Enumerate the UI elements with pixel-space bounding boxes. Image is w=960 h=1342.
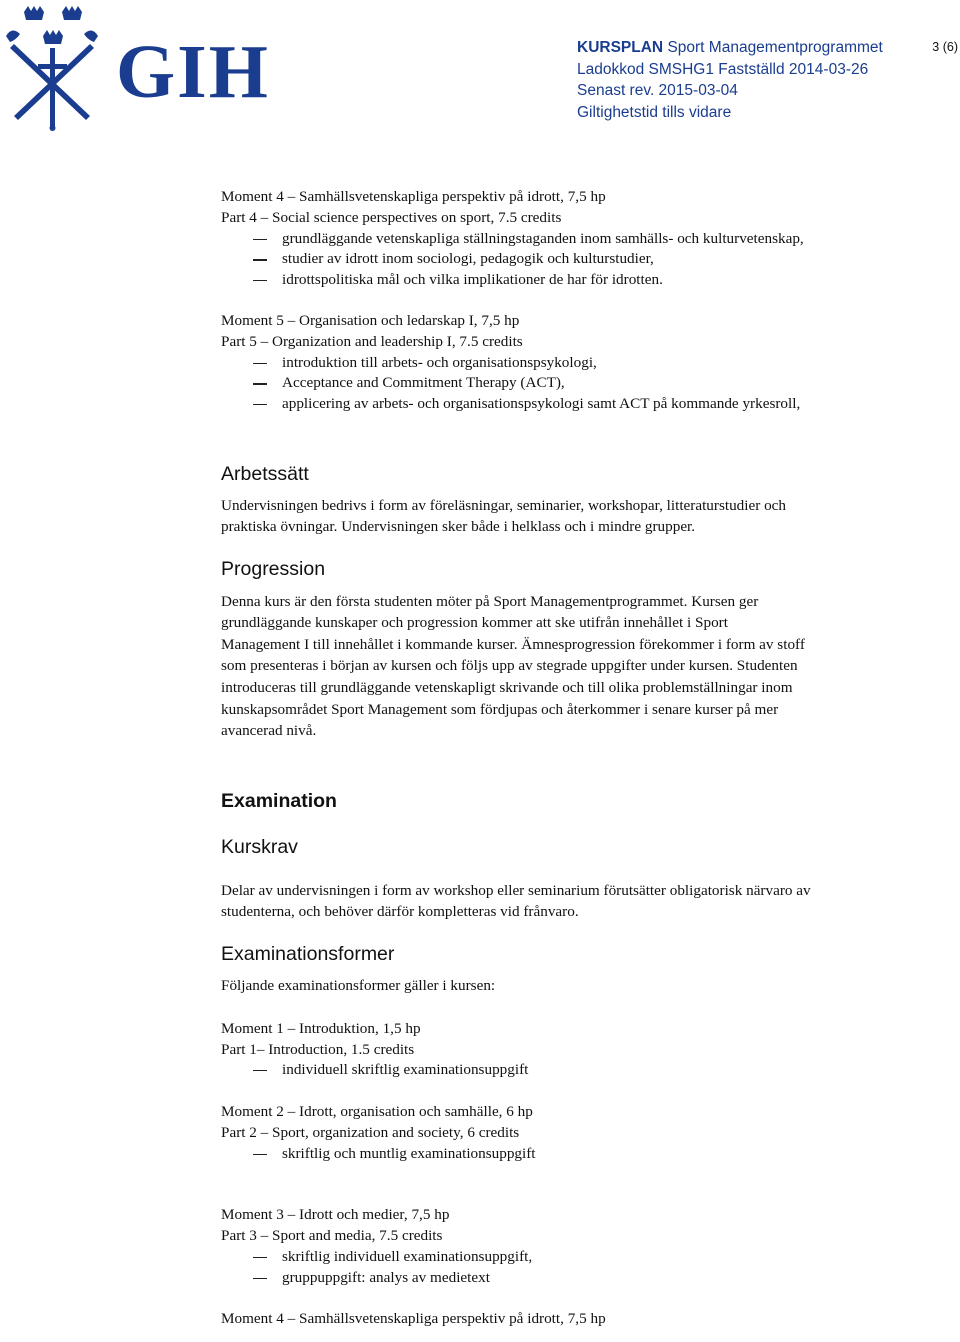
list-item: Acceptance and Commitment Therapy (ACT), <box>221 373 921 394</box>
gih-crest-icon <box>4 4 112 132</box>
ladokkod-line: Ladokkod SMSHG1 Fastställd 2014-03-26 <box>577 60 869 78</box>
validity-line: Giltighetstid tills vidare <box>577 103 732 121</box>
dash-bullet-icon <box>253 259 267 260</box>
kurskrav-heading: Kurskrav <box>221 835 298 858</box>
list-item: skriftlig och muntlig examinationsuppgift <box>221 1144 921 1165</box>
progression-text: Denna kurs är den första studenten möter på Sport Managementprogrammet. Kursen ger grundläggande kunskaper och progression kommer att ske utifrån innehållet i Sport Management I till innehållet i kommande kurser. Ämnesprogression förekommer i form av stoff som presenteras i början av kursen och följs upp av stegrade uppgifter under kursen. Studenten introduceras till grundläggande vetenskapligt skrivande och till olika problemställningar inom kunskapsområdet Sport Management som fördjupas och återkommer i senare kurser på mer avancerad nivå. <box>221 592 805 740</box>
dash-bullet-icon <box>253 363 267 364</box>
exam-moment1-section <box>221 1019 921 1081</box>
dash-bullet-icon <box>253 383 267 384</box>
kurskrav-text: Delar av undervisningen i form av workshop eller seminarium förutsätter obligatorisk närvaro av studenterna, och behöver därför kompletteras vid frånvaro. <box>221 881 811 921</box>
revision-line: Senast rev. 2015-03-04 <box>577 82 738 99</box>
list-item: applicering av arbets- och organisationspsykologi samt ACT på kommande yrkesroll, <box>221 394 921 415</box>
list-item: skriftlig individuell examinationsuppgift, <box>221 1247 921 1268</box>
exam-moment2-section <box>221 1102 921 1164</box>
examinationsformer-intro: Följande examinationsformer gäller i kursen: <box>221 976 496 994</box>
moment-part: Part 1– Introduction, 1.5 credits <box>221 1040 415 1058</box>
moment-title: Moment 3 – Idrott och medier, 7,5 hp <box>221 1206 450 1224</box>
document-header <box>577 37 883 123</box>
dash-bullet-icon <box>253 1154 267 1155</box>
list-item: individuell skriftlig examinationsuppgift <box>221 1060 921 1081</box>
examinationsformer-heading: Examinationsformer <box>221 942 395 965</box>
list-item: introduktion till arbets- och organisationspsykologi, <box>221 353 921 374</box>
moment-title: Moment 4 – Samhällsvetenskapliga perspektiv på idrott, 7,5 hp <box>221 1309 606 1327</box>
exam-moment4-section <box>221 1309 921 1330</box>
examination-heading: Examination <box>221 789 337 812</box>
moment-part: Part 5 – Organization and leadership I, 7.5 credits <box>221 332 523 350</box>
kursplan-label: KURSPLAN <box>577 39 664 56</box>
moment-title: Moment 5 – Organisation och ledarskap I, 7,5 hp <box>221 311 520 329</box>
progression-heading: Progression <box>221 557 326 580</box>
dash-bullet-icon <box>253 1070 267 1071</box>
moment-title: Moment 2 – Idrott, organisation och samhälle, 6 hp <box>221 1103 533 1121</box>
dash-bullet-icon <box>253 280 267 281</box>
moment-title: Moment 4 – Samhällsvetenskapliga perspektiv på idrott, 7,5 hp <box>221 188 606 205</box>
logo-text: GIH <box>116 30 270 114</box>
list-item: studier av idrott inom sociologi, pedagogik och kulturstudier, <box>221 249 921 270</box>
list-item: idrottspolitiska mål och vilka implikationer de har för idrotten. <box>221 270 921 291</box>
dash-bullet-icon <box>253 404 267 405</box>
list-item: gruppuppgift: analys av medietext <box>221 1268 921 1289</box>
main-content <box>221 187 921 1329</box>
header-title-line <box>577 37 883 59</box>
dash-bullet-icon <box>253 1278 267 1279</box>
moment-part: Part 4 – Social science perspectives on sport, 7.5 credits <box>221 208 562 226</box>
gih-logo <box>4 4 270 134</box>
arbetssatt-heading: Arbetssätt <box>221 462 309 485</box>
moment4-section <box>221 187 921 291</box>
arbetssatt-text: Undervisningen bedrivs i form av föreläsningar, seminarier, workshopar, litteraturstudier och praktiska övningar. Undervisningen sker både i helklass och i mindre grupper. <box>221 496 787 535</box>
moment5-section <box>221 311 921 415</box>
page-number: 3 (6) <box>932 40 958 54</box>
list-item: grundläggande vetenskapliga ställningstaganden inom samhälls- och kulturvetenskap, <box>221 229 921 250</box>
program-name: Sport Managementprogrammet <box>667 39 883 56</box>
exam-moment3-section <box>221 1205 921 1288</box>
moment-title: Moment 1 – Introduktion, 1,5 hp <box>221 1019 421 1037</box>
dash-bullet-icon <box>253 239 267 240</box>
moment-part: Part 2 – Sport, organization and society, 6 credits <box>221 1123 520 1141</box>
moment-part: Part 3 – Sport and media, 7.5 credits <box>221 1227 443 1245</box>
dash-bullet-icon <box>253 1257 267 1258</box>
